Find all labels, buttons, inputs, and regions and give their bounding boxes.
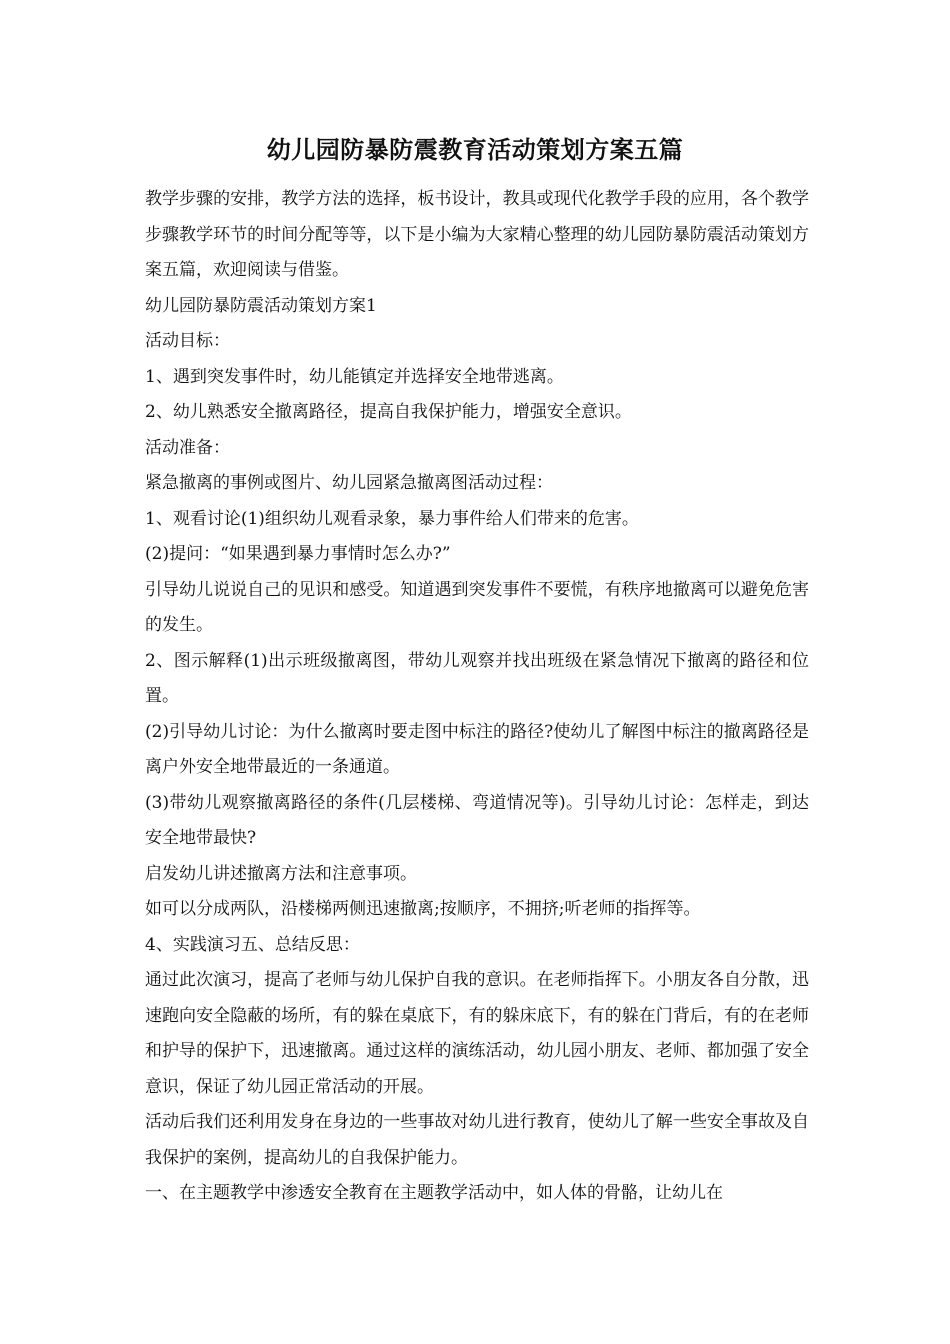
paragraph: 通过此次演习，提高了老师与幼儿保护自我的意识。在老师指挥下。小朋友各自分散，迅速跑向安全隐蔽的场所，有的躲在桌底下，有的躲床底下，有的躲在门背后，有的在老师和护导的保护下，迅速撤离。通过这样的演练活动，幼儿园小朋友、老师、都加强了安全意识，保证了幼儿园正常活动的开展。	[145, 970, 809, 1097]
paragraph: (3)带幼儿观察撤离路径的条件(几层楼梯、弯道情况等)。引导幼儿讨论：怎样走，到达安全地带最快?	[145, 792, 809, 848]
paragraph: 一、在主题教学中渗透安全教育在主题教学活动中，如人体的骨骼，让幼儿在	[145, 1183, 723, 1203]
paragraph: 1、遇到突发事件时，幼儿能镇定并选择安全地带逃离。	[145, 366, 564, 387]
paragraph: 2、幼儿熟悉安全撤离路径，提高自我保护能力，增强安全意识。	[145, 402, 632, 422]
document-title: 幼儿园防暴防震教育活动策划方案五篇	[266, 135, 684, 164]
paragraph: 引导幼儿说说自己的见识和感受。知道遇到突发事件不要慌，有秩序地撤离可以避免危害的发生。	[145, 579, 809, 635]
paragraph: 2、图示解释(1)出示班级撤离图，带幼儿观察并找出班级在紧急情况下撤离的路径和位置。	[145, 650, 809, 706]
paragraph: (2)引导幼儿讨论：为什么撤离时要走图中标注的路径?使幼儿了解图中标注的撤离路径是离户外安全地带最近的一条通道。	[145, 721, 809, 777]
paragraph: 紧急撤离的事例或图片、幼儿园紧急撤离图活动过程：	[145, 473, 553, 493]
paragraph: 活动后我们还利用发身在身边的一些事故对幼儿进行教育，使幼儿了解一些安全事故及自我保护的案例，提高幼儿的自我保护能力。	[145, 1112, 809, 1168]
paragraph: 启发幼儿讲述撤离方法和注意事项。	[145, 863, 417, 884]
paragraph: (2)提问：“如果遇到暴力事情时怎么办?”	[145, 544, 451, 564]
paragraph-prep-heading: 活动准备：	[145, 437, 230, 458]
document-body	[145, 182, 809, 1212]
paragraph-intro: 教学步骤的安排，教学方法的选择，板书设计，教具或现代化教学手段的应用，各个教学步骤教学环节的时间分配等等，以下是小编为大家精心整理的幼儿园防暴防震活动策划方案五篇，欢迎阅读与借鉴。	[145, 189, 809, 280]
section-heading: 幼儿园防暴防震活动策划方案1	[145, 295, 377, 316]
paragraph: 如可以分成两队，沿楼梯两侧迅速撤离;按顺序，不拥挤;听老师的指挥等。	[145, 899, 701, 919]
paragraph: 4、实践演习五、总结反思：	[145, 934, 360, 955]
paragraph-goal-heading: 活动目标：	[145, 331, 230, 351]
paragraph: 1、观看讨论(1)组织幼儿观看录象，暴力事件给人们带来的危害。	[145, 508, 639, 529]
